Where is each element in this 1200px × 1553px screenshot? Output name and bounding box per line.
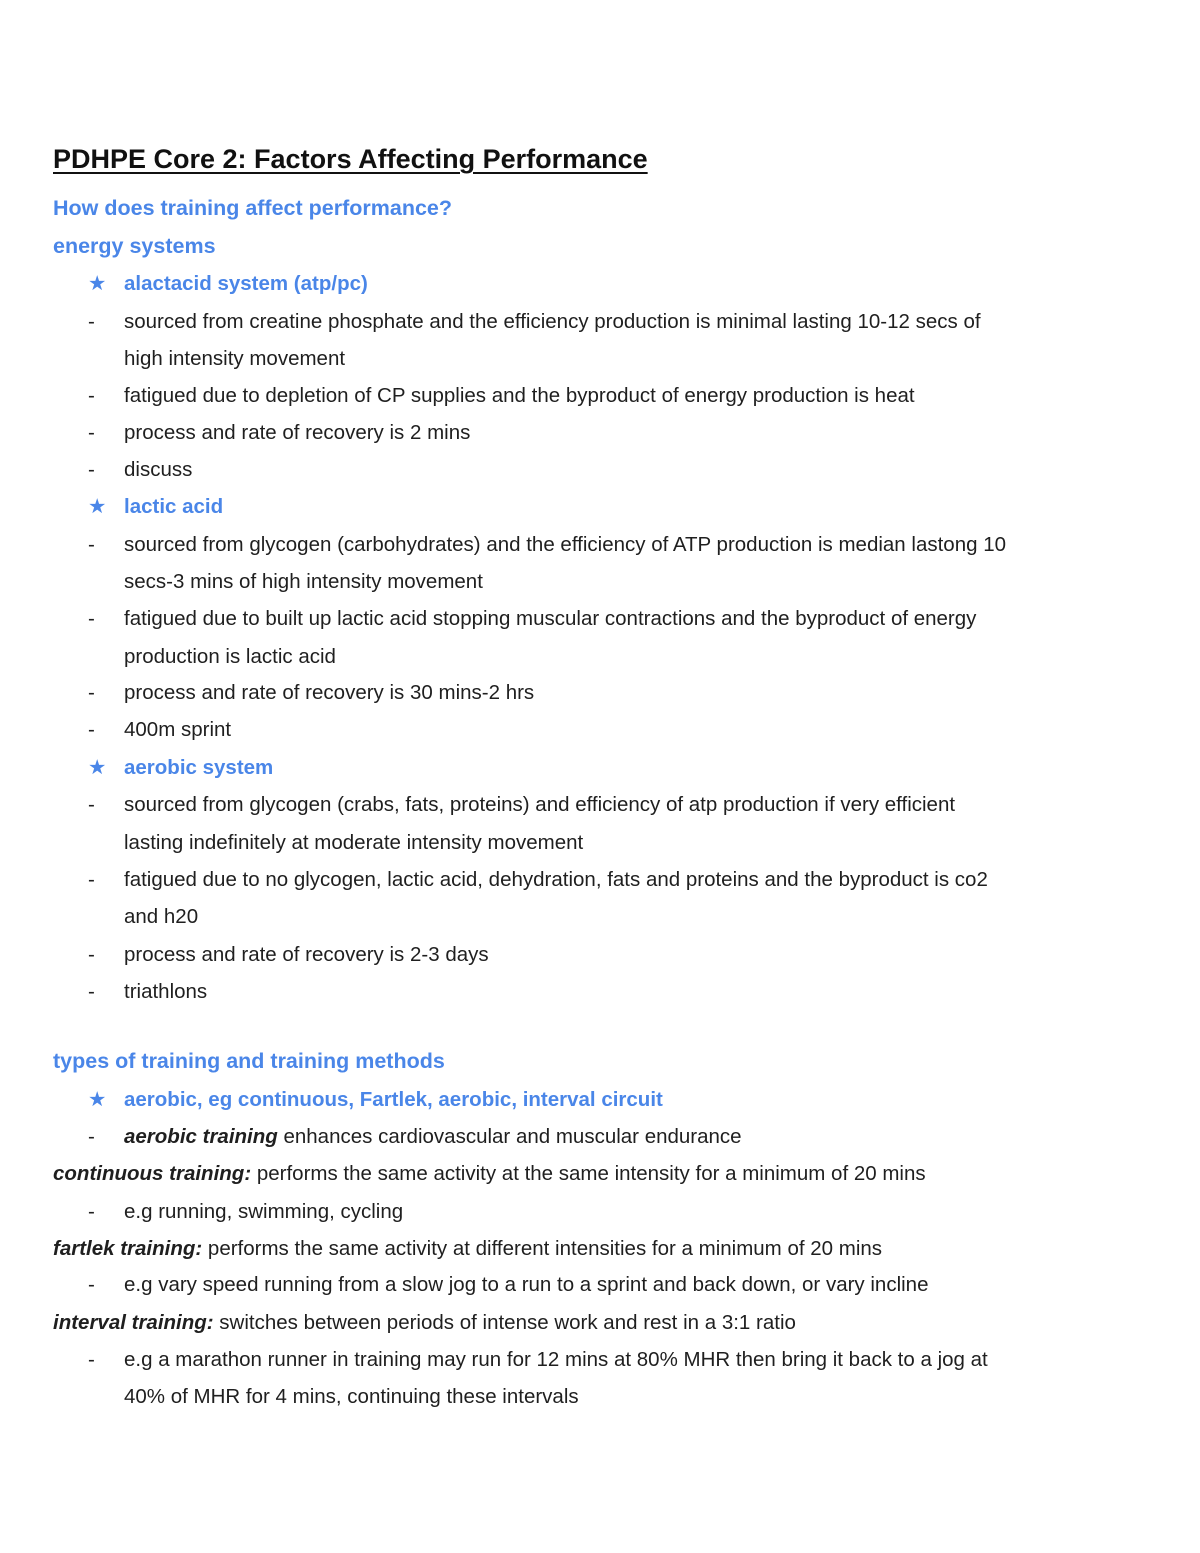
- definition-interval: [53, 1304, 796, 1341]
- star-icon: ★: [88, 272, 107, 295]
- bullet-item: [88, 786, 955, 823]
- bullet-item: [88, 1193, 403, 1230]
- star-item-alactacid: [88, 265, 368, 302]
- bullet-text: triathlons: [124, 980, 208, 1003]
- bullet-text: 400m sprint: [124, 718, 232, 741]
- bullet-text: fatigued due to built up lactic acid stopping muscular contractions and the byproduct of energy: [124, 607, 977, 630]
- bullet-item: [88, 303, 981, 340]
- bullet-text: sourced from glycogen (carbohydrates) and the efficiency of ATP production is median lastong 10: [124, 533, 1007, 556]
- bullet-text: fatigued due to no glycogen, lactic acid, dehydration, fats and proteins and the byproduct is co2: [124, 868, 988, 891]
- methods-list: aerobic, eg continuous, Fartlek, aerobic, interval circuit: [124, 1088, 663, 1111]
- star-icon: ★: [88, 756, 107, 779]
- star-item-lactic-acid: [88, 488, 223, 525]
- star-item-aerobic-methods: [88, 1081, 663, 1118]
- star-icon: ★: [88, 1088, 107, 1111]
- bullet-item: [88, 1266, 929, 1303]
- definition-fartlek: [53, 1230, 882, 1267]
- term-fartlek-training: fartlek training:: [53, 1237, 203, 1260]
- dash-icon: -: [88, 458, 95, 481]
- term-definition: performs the same activity at the same intensity for a minimum of 20 mins: [251, 1162, 926, 1185]
- dash-icon: -: [88, 681, 95, 704]
- bullet-continuation: high intensity movement: [124, 347, 346, 370]
- bullet-item: [88, 414, 470, 451]
- system-name: alactacid system (atp/pc): [124, 272, 368, 295]
- term-interval-training: interval training:: [53, 1311, 214, 1334]
- dash-icon: -: [88, 943, 95, 966]
- bullet-item: [88, 377, 915, 414]
- bullet-continuation: 40% of MHR for 4 mins, continuing these intervals: [124, 1385, 579, 1408]
- term-definition: enhances cardiovascular and muscular endurance: [277, 1125, 742, 1148]
- example-text: e.g vary speed running from a slow jog to a run to a sprint and back down, or vary incline: [124, 1273, 929, 1296]
- bullet-item: [88, 600, 976, 637]
- bullet-item: [88, 451, 192, 488]
- bullet-continuation: and h20: [124, 905, 199, 928]
- energy-systems-heading: energy systems: [53, 234, 216, 258]
- bullet-item: [88, 1118, 742, 1155]
- example-text: e.g running, swimming, cycling: [124, 1200, 404, 1223]
- star-item-aerobic-system: [88, 749, 273, 786]
- bullet-text: process and rate of recovery is 30 mins-2 hrs: [124, 681, 535, 704]
- system-name: aerobic system: [124, 756, 274, 779]
- bullet-item: [88, 1341, 988, 1378]
- bullet-text: fatigued due to depletion of CP supplies and the byproduct of energy production is heat: [124, 384, 915, 407]
- example-text: e.g a marathon runner in training may run for 12 mins at 80% MHR then bring it back to a jog at: [124, 1348, 988, 1371]
- dash-icon: -: [88, 1348, 95, 1371]
- system-name: lactic acid: [124, 495, 224, 518]
- bullet-continuation: production is lactic acid: [124, 645, 336, 668]
- dash-icon: -: [88, 1273, 95, 1296]
- term-definition: performs the same activity at different intensities for a minimum of 20 mins: [202, 1237, 883, 1260]
- bullet-item: [88, 674, 534, 711]
- dash-icon: -: [88, 718, 95, 741]
- dash-icon: -: [88, 868, 95, 891]
- term-continuous-training: continuous training:: [53, 1162, 252, 1185]
- definition-continuous: [53, 1155, 926, 1192]
- dash-icon: -: [88, 1200, 95, 1223]
- dash-icon: -: [88, 607, 95, 630]
- bullet-text: sourced from glycogen (crabs, fats, proteins) and efficiency of atp production if very efficient: [124, 793, 956, 816]
- dash-icon: -: [88, 533, 95, 556]
- bullet-text: discuss: [124, 458, 193, 481]
- dash-icon: -: [88, 1125, 95, 1148]
- training-types-heading: types of training and training methods: [53, 1049, 445, 1073]
- dash-icon: -: [88, 310, 95, 333]
- bullet-continuation: secs-3 mins of high intensity movement: [124, 570, 483, 593]
- bullet-item: [88, 973, 207, 1010]
- dash-icon: -: [88, 384, 95, 407]
- dash-icon: -: [88, 793, 95, 816]
- bullet-item: [88, 526, 1006, 563]
- term-aerobic-training: aerobic training: [124, 1125, 278, 1148]
- bullet-continuation: lasting indefinitely at moderate intensity movement: [124, 831, 584, 854]
- term-definition: switches between periods of intense work and rest in a 3:1 ratio: [213, 1311, 796, 1334]
- bullet-text: sourced from creatine phosphate and the efficiency production is minimal lasting 10-12 secs of: [124, 310, 981, 333]
- star-icon: ★: [88, 495, 107, 518]
- dash-icon: -: [88, 980, 95, 1003]
- page-title: PDHPE Core 2: Factors Affecting Performance: [53, 144, 648, 174]
- dash-icon: -: [88, 421, 95, 444]
- bullet-item: [88, 861, 988, 898]
- bullet-text: process and rate of recovery is 2-3 days: [124, 943, 489, 966]
- bullet-item: [88, 711, 231, 748]
- bullet-item: [88, 936, 489, 973]
- bullet-text: process and rate of recovery is 2 mins: [124, 421, 471, 444]
- question-heading: How does training affect performance?: [53, 196, 453, 220]
